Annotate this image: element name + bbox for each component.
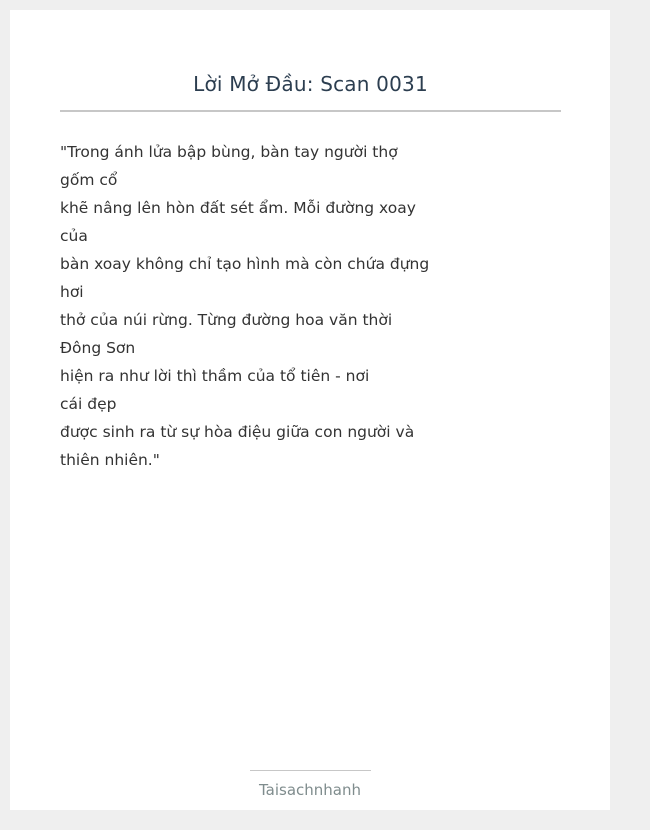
passage-line: hơi: [60, 283, 84, 301]
passage-line: gốm cổ: [60, 171, 118, 189]
passage-line: thiên nhiên.": [60, 451, 160, 469]
passage-line: "Trong ánh lửa bập bùng, bàn tay người thợ: [60, 143, 398, 161]
passage: [60, 138, 430, 474]
footer-divider: [250, 770, 371, 771]
footer-source: Taisachnhanh: [258, 781, 362, 799]
page-title: Lời Mở Đầu: Scan 0031: [193, 72, 428, 96]
passage-line: được sinh ra từ sự hòa điệu giữa con người và: [60, 423, 415, 441]
title-divider: [60, 110, 561, 112]
passage-line: của: [60, 227, 88, 245]
passage-line: cái đẹp: [60, 395, 117, 413]
passage-line: Đông Sơn: [60, 339, 136, 357]
passage-line: khẽ nâng lên hòn đất sét ẩm. Mỗi đường xoay: [60, 199, 416, 217]
passage-line: hiện ra như lời thì thầm của tổ tiên - nơi: [60, 367, 370, 385]
document-page: [10, 10, 610, 810]
passage-line: bàn xoay không chỉ tạo hình mà còn chứa đựng: [60, 255, 430, 273]
passage-line: thở của núi rừng. Từng đường hoa văn thời: [60, 311, 393, 329]
